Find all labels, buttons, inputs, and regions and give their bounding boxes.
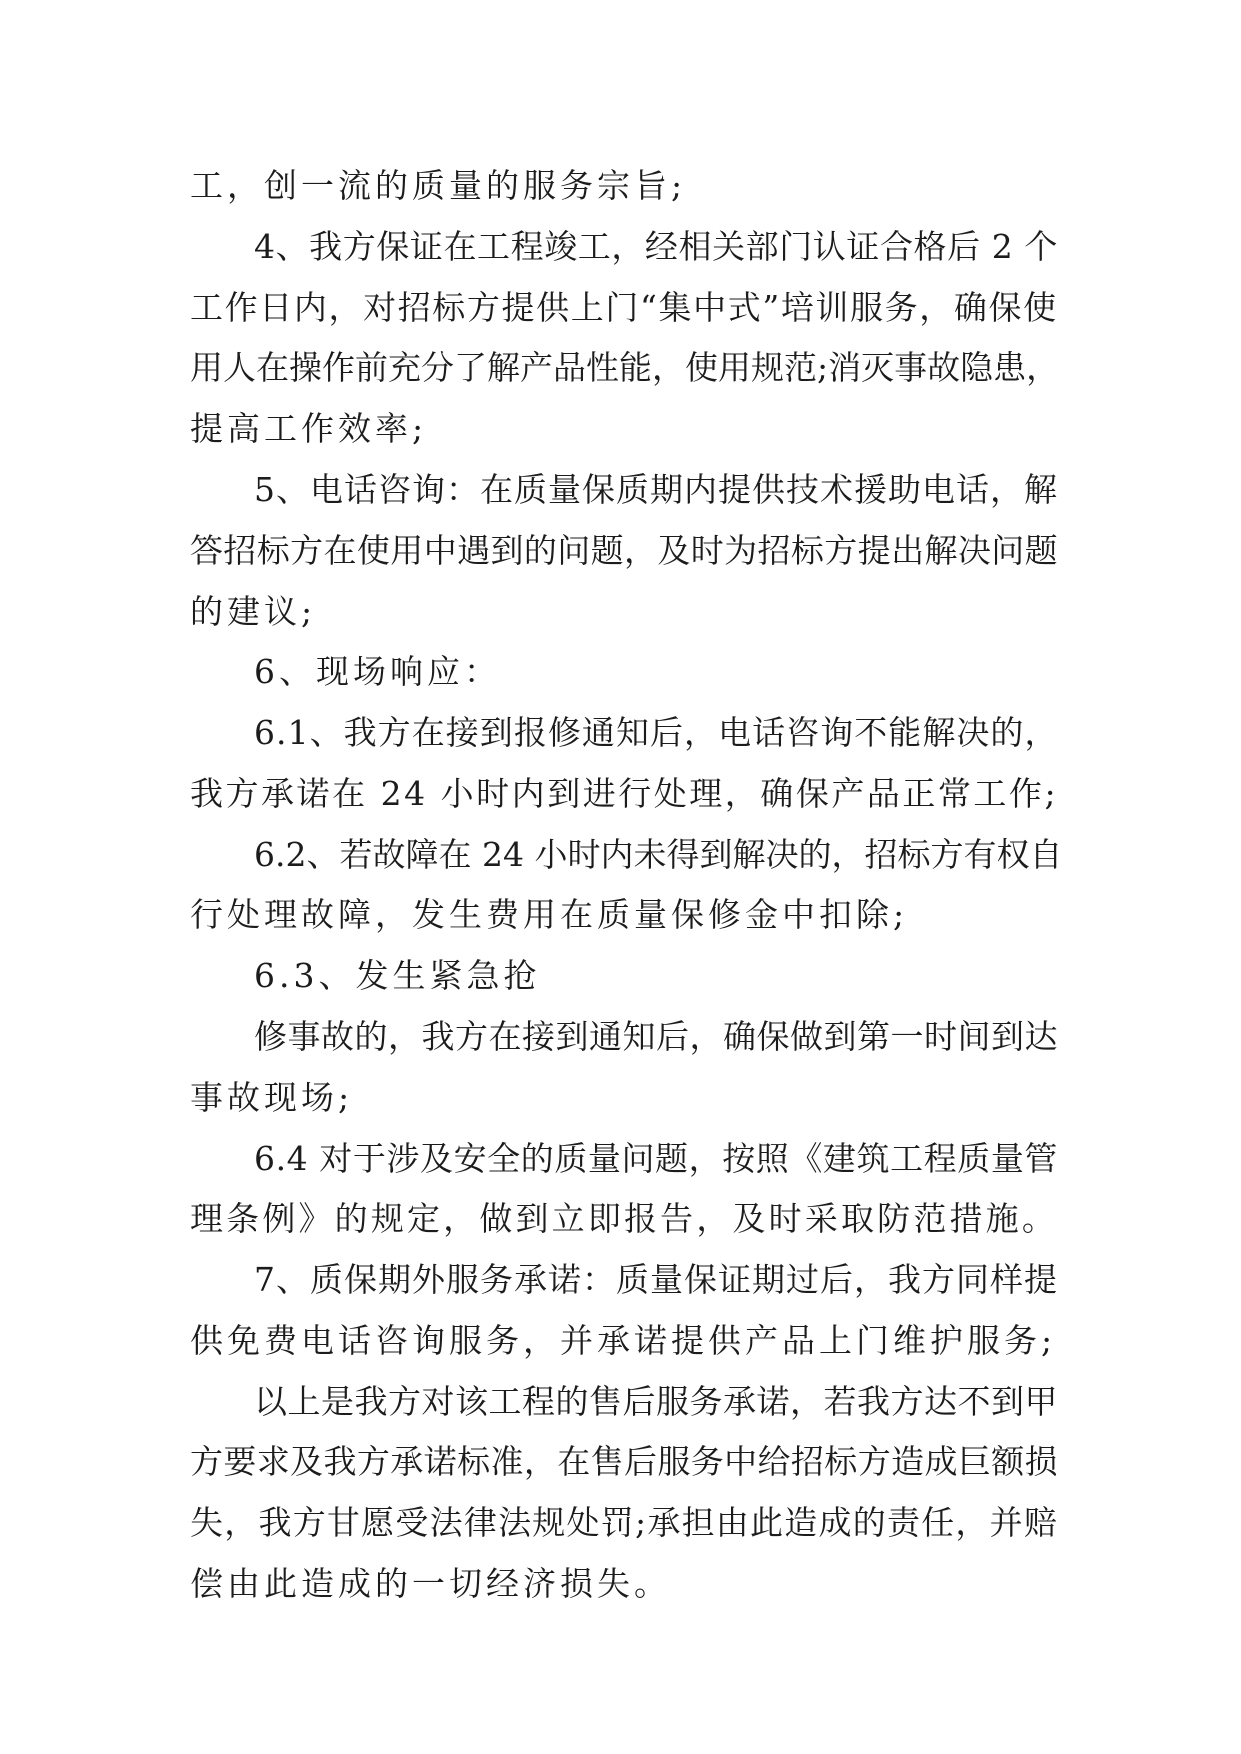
- text-line: 6.2、若故障在 24 小时内未得到解决的，招标方有权自: [254, 835, 1063, 874]
- text-line: 的建议;: [190, 592, 317, 631]
- text-line: 修事故的，我方在接到通知后，确保做到第一时间到达: [254, 1017, 1058, 1056]
- text-line: 事故现场;: [190, 1078, 354, 1117]
- text-line: 7、质保期外服务承诺：质量保证期过后，我方同样提: [254, 1260, 1058, 1299]
- text-line: 6.1、我方在接到报修通知后，电话咨询不能解决的，: [254, 713, 1059, 752]
- text-line: 5、电话咨询：在质量保质期内提供技术援助电话，解: [254, 470, 1058, 509]
- text-line: 偿由此造成的一切经济损失。: [190, 1564, 671, 1603]
- text-line: 6、现场响应：: [254, 652, 501, 691]
- text-line: 4、我方保证在工程竣工，经相关部门认证合格后 2 个: [254, 227, 1058, 266]
- text-line: 工，创一流的质量的服务宗旨;: [190, 166, 687, 205]
- text-line: 答招标方在使用中遇到的问题，及时为招标方提出解决问题: [190, 531, 1058, 570]
- text-line: 6.4 对于涉及安全的质量问题，按照《建筑工程质量管: [254, 1139, 1058, 1178]
- text-line: 我方承诺在 24 小时内到进行处理，确保产品正常工作;: [190, 774, 1059, 813]
- text-line: 方要求及我方承诺标准，在售后服务中给招标方造成巨额损: [190, 1442, 1058, 1481]
- text-line: 提高工作效率;: [190, 409, 428, 448]
- text-line: 行处理故障，发生费用在质量保修金中扣除;: [190, 895, 909, 934]
- text-line: 用人在操作前充分了解产品性能，使用规范;消灭事故隐患，: [190, 348, 1060, 387]
- text-line: 6.3、发生紧急抢: [254, 956, 541, 995]
- text-line: 失，我方甘愿受法律法规处罚;承担由此造成的责任，并赔: [190, 1503, 1059, 1542]
- text-line: 供免费电话咨询服务，并承诺提供产品上门维护服务;: [190, 1321, 1057, 1360]
- text-line: 工作日内，对招标方提供上门“集中式”培训服务，确保使: [190, 288, 1058, 327]
- text-line: 以上是我方对该工程的售后服务承诺，若我方达不到甲: [254, 1382, 1058, 1421]
- text-line: 理条例》的规定，做到立即报告，及时采取防范措施。: [190, 1199, 1058, 1238]
